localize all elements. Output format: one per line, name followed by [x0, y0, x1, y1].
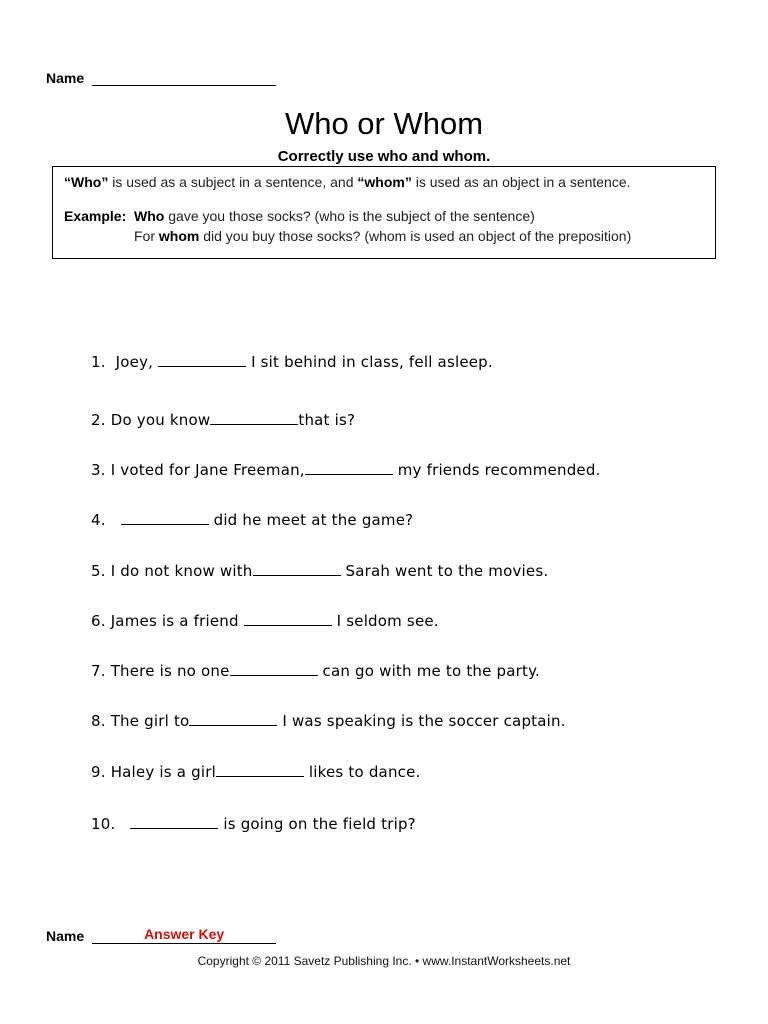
question-number: 3.	[91, 461, 106, 479]
name-field-row	[46, 68, 276, 86]
question-text: I sit behind in class, fell asleep.	[246, 353, 493, 371]
answer-blank[interactable]	[216, 762, 304, 777]
question-9	[91, 762, 421, 781]
instruction-line-1	[64, 174, 631, 190]
question-1	[91, 352, 493, 371]
who-term: “Who”	[64, 174, 109, 190]
example-who: Who	[134, 208, 165, 224]
question-3	[91, 460, 601, 479]
name-label: Name	[46, 70, 85, 86]
question-2	[91, 410, 355, 429]
example-text: did you buy those socks? (whom is used an object of the preposition)	[199, 228, 632, 244]
answer-blank[interactable]	[253, 561, 341, 576]
question-text: that is?	[298, 411, 356, 429]
example-text: For	[134, 228, 159, 244]
question-4	[91, 510, 413, 529]
answer-key-row	[46, 926, 276, 944]
example-line-2	[134, 228, 631, 244]
answer-blank[interactable]	[244, 611, 332, 626]
question-number: 5.	[91, 562, 106, 580]
answer-blank[interactable]	[305, 460, 393, 475]
question-text: Do you know	[110, 411, 211, 429]
answer-blank[interactable]	[158, 352, 246, 367]
question-text: I seldom see.	[331, 612, 439, 630]
whom-term: “whom”	[357, 174, 412, 190]
name-input-line[interactable]	[92, 68, 276, 86]
question-8	[91, 711, 566, 730]
question-number: 8.	[91, 712, 106, 730]
question-text: Sarah went to the movies.	[340, 562, 549, 580]
question-text: Haley is a girl	[110, 763, 216, 781]
question-10	[91, 814, 416, 833]
page-title: Who or Whom	[284, 106, 484, 141]
question-text: I voted for Jane Freeman,	[110, 461, 305, 479]
instruction-text: is used as a subject in a sentence, and	[108, 174, 358, 190]
question-5	[91, 561, 548, 580]
question-number: 10.	[91, 815, 116, 833]
question-text: can go with me to the party.	[322, 662, 540, 680]
answer-blank[interactable]	[230, 661, 318, 676]
question-7	[91, 661, 540, 680]
question-text: I was speaking is the soccer captain.	[277, 712, 566, 730]
answer-blank[interactable]	[130, 814, 218, 829]
question-text: Joey,	[115, 353, 154, 371]
question-text: There is no one	[110, 662, 230, 680]
question-number: 2.	[91, 411, 106, 429]
question-6	[91, 611, 439, 630]
question-text: is going on the field trip?	[218, 815, 416, 833]
answer-key-value: Answer Key	[92, 926, 276, 944]
example-whom: whom	[158, 228, 200, 244]
question-text: The girl to	[110, 712, 190, 730]
example-label: Example:	[64, 208, 127, 224]
question-number: 7.	[91, 662, 106, 680]
question-number: 4.	[91, 511, 106, 529]
answer-blank[interactable]	[189, 711, 277, 726]
question-text: James is a friend	[110, 612, 239, 630]
question-text: my friends recommended.	[392, 461, 601, 479]
question-number: 1.	[91, 353, 106, 371]
example-line-1	[64, 208, 535, 224]
page-subtitle: Correctly use who and whom.	[277, 148, 491, 165]
example-text: gave you those socks? (who is the subject of the sentence)	[164, 208, 535, 224]
question-text: likes to dance.	[303, 763, 421, 781]
answer-blank[interactable]	[121, 510, 209, 525]
copyright-footer: Copyright © 2011 Savetz Publishing Inc. • www.InstantWorksheets.net	[197, 954, 571, 968]
question-text: I do not know with	[110, 562, 253, 580]
question-number: 6.	[91, 612, 106, 630]
question-text: did he meet at the game?	[208, 511, 414, 529]
instruction-box	[52, 166, 716, 259]
question-number: 9.	[91, 763, 106, 781]
answer-key-name-label: Name	[46, 928, 85, 944]
instruction-text: is used as an object in a sentence.	[411, 174, 631, 190]
answer-blank[interactable]	[210, 410, 298, 425]
